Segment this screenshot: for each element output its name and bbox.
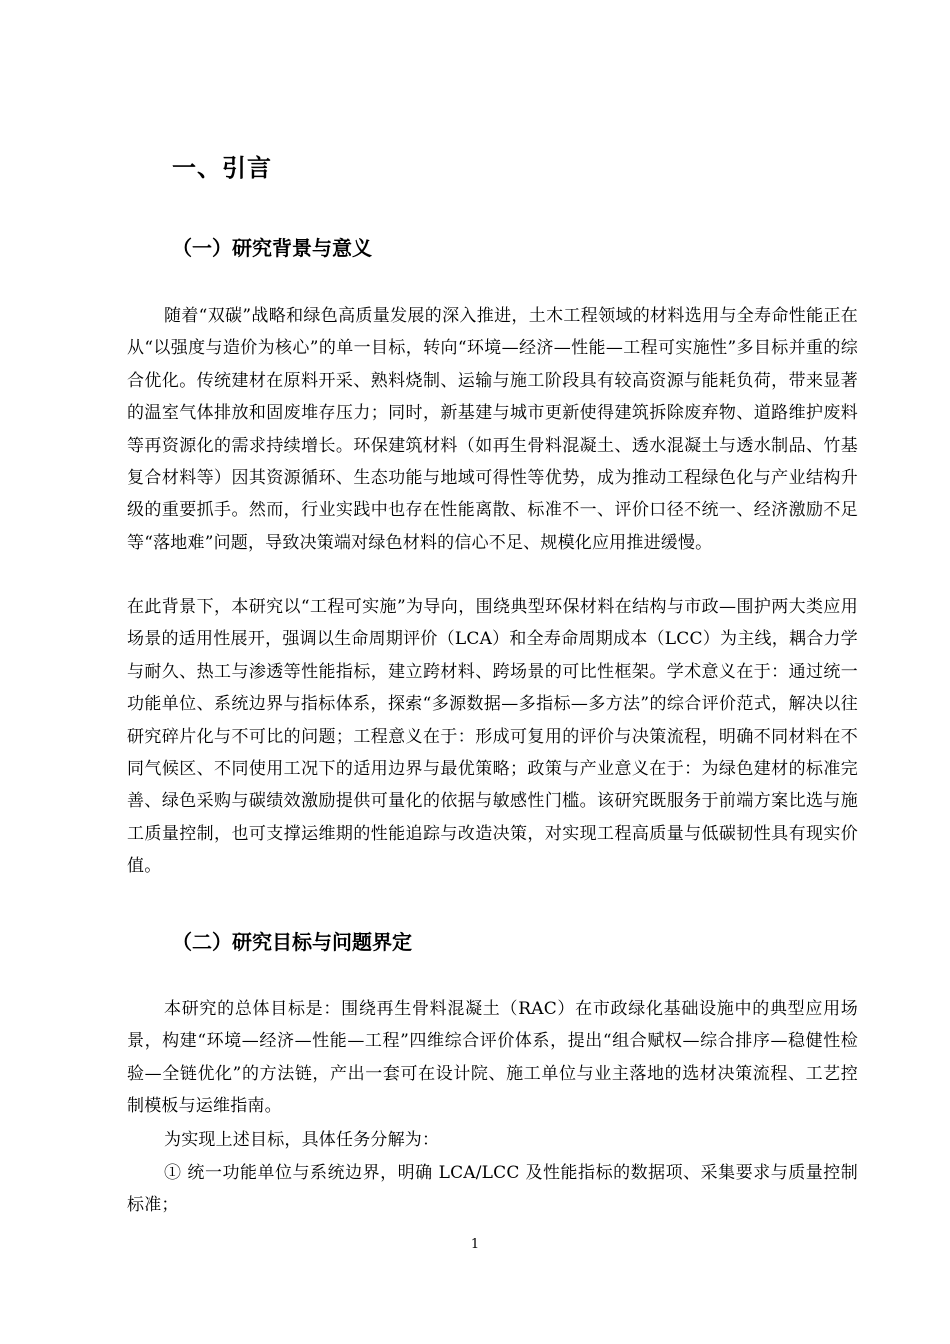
paragraph-significance: 在此背景下，本研究以“工程可实施”为导向，围绕典型环保材料在结构与市政—围护两大类应用场景的适用性展开，强调以生命周期评价（LCA）和全寿命周期成本（LCC）为主线，耦合力学与耐久、热工与渗透等性能指标，建立跨材料、跨场景的可比性框架。学术意义在于：通过统一功能单位、系统边界与指标体系，探索“多源数据—多指标—多方法”的综合评价范式，解决以往研究碎片化与不可比的问题；工程意义在于：形成可复用的评价与决策流程，明确不同材料在不同气候区、不同使用工况下的适用边界与最优策略；政策与产业意义在于：为绿色建材的标准完善、绿色采购与碳绩效激励提供可量化的依据与敏感性门槛。该研究既服务于前端方案比选与施工质量控制，也可支撑运维期的性能追踪与改造决策，对实现工程高质量与低碳韧性具有现实价值。 (127, 597, 858, 877)
paragraph-objectives: 本研究的总体目标是：围绕再生骨料混凝土（RAC）在市政绿化基础设施中的典型应用场景，构建“环境—经济—性能—工程”四维综合评价体系，提出“组合赋权—综合排序—稳健性检验—全链优化”的方法链，产出一套可在设计院、施工单位与业主落地的选材决策流程、工艺控制模板与运维指南。 (127, 999, 858, 1117)
list-item-task-1: ① 统一功能单位与系统边界，明确 LCA/LCC 及性能指标的数据项、采集要求与质量控制标准； (127, 1163, 858, 1216)
section-heading: 一、引言 (172, 154, 272, 182)
page-number: 1 (470, 1237, 480, 1252)
paragraph-tasks-intro: 为实现上述目标，具体任务分解为： (164, 1130, 440, 1150)
subsection-heading-objectives: （二）研究目标与问题界定 (172, 930, 412, 954)
subsection-heading-background: （一）研究背景与意义 (172, 236, 372, 260)
paragraph-background: 随着“双碳”战略和绿色高质量发展的深入推进，土木工程领域的材料选用与全寿命性能正在从“以强度与造价为核心”的单一目标，转向“环境—经济—性能—工程可实施性”多目标并重的综合优化。传统建材在原料开采、熟料烧制、运输与施工阶段具有较高资源与能耗负荷，带来显著的温室气体排放和固废堆存压力；同时，新基建与城市更新使得建筑拆除废弃物、道路维护废料等再资源化的需求持续增长。环保建筑材料（如再生骨料混凝土、透水混凝土与透水制品、竹基复合材料等）因其资源循环、生态功能与地域可得性等优势，成为推动工程绿色化与产业结构升级的重要抓手。然而，行业实践中也存在性能离散、标准不一、评价口径不统一、经济激励不足等“落地难”问题，导致决策端对绿色材料的信心不足、规模化应用推进缓慢。 (127, 306, 858, 553)
